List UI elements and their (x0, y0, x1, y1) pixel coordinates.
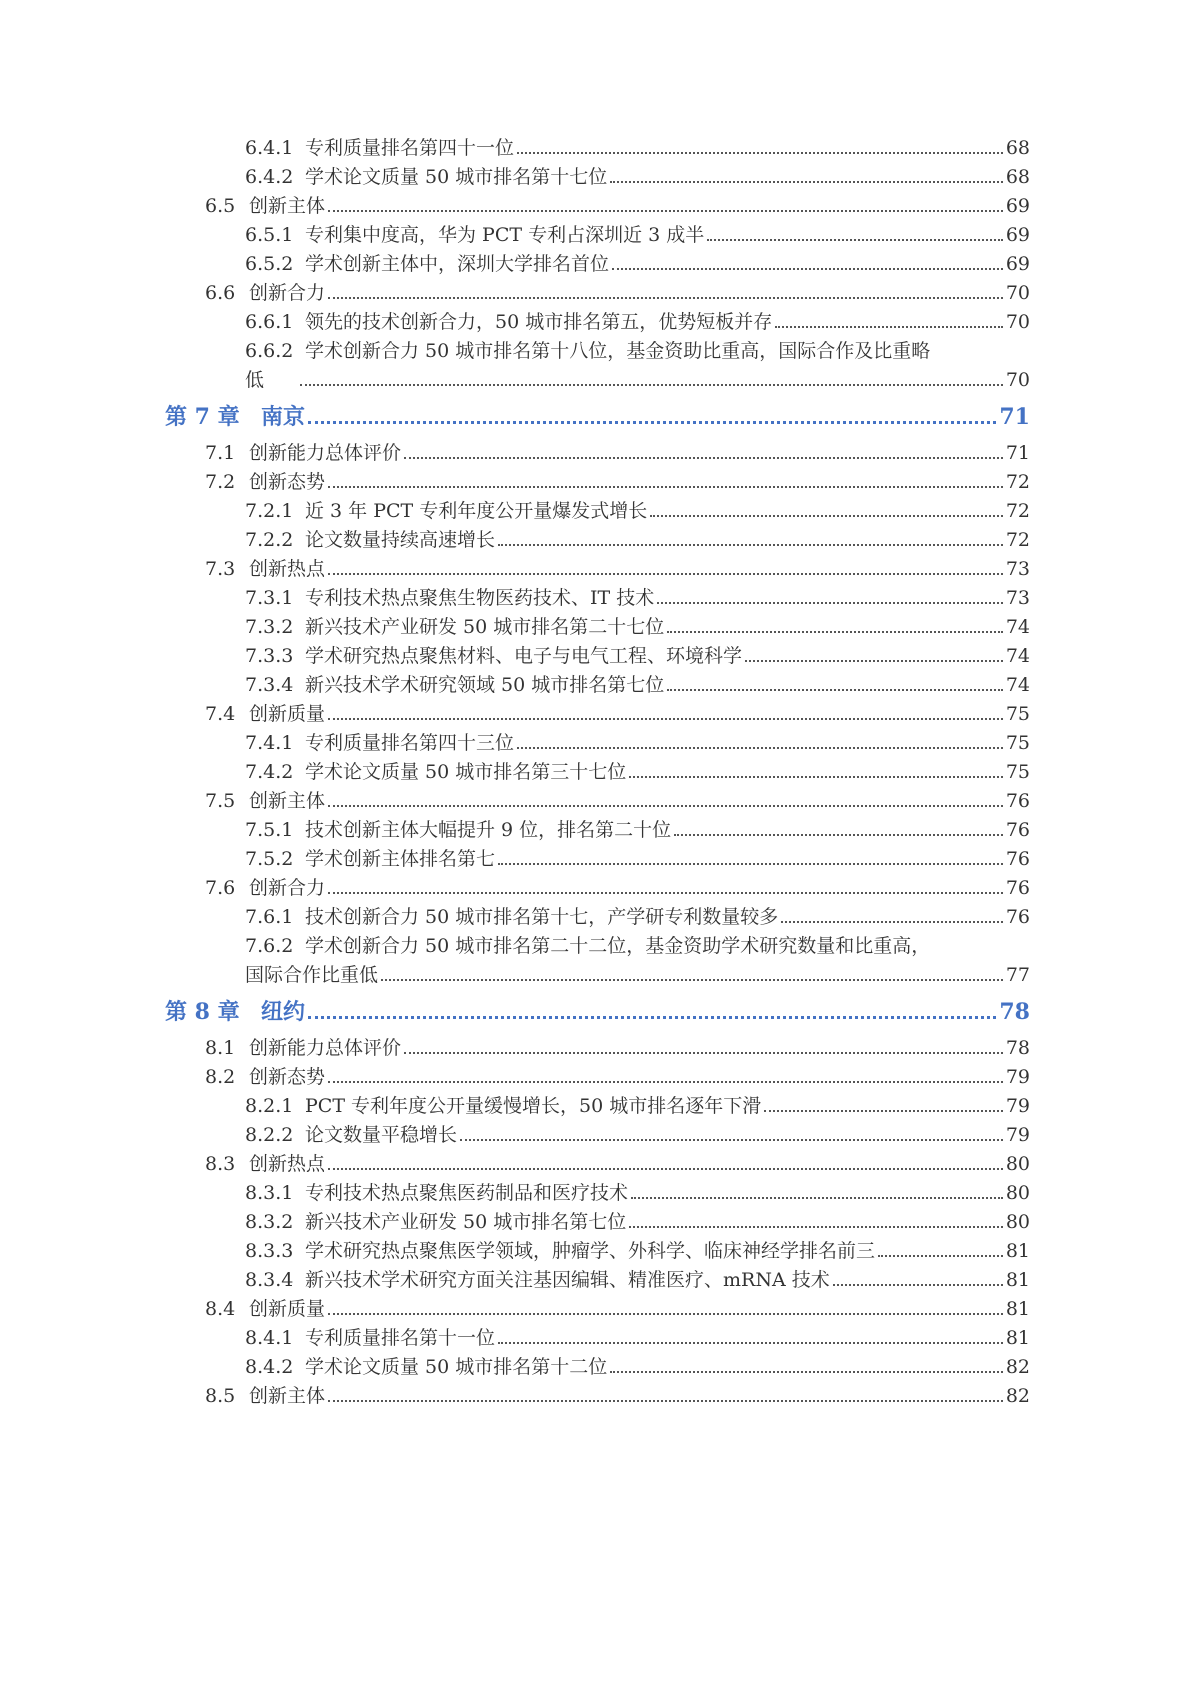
dot-leader (657, 602, 1003, 604)
toc-page-number: 68 (1005, 166, 1030, 188)
toc-number: 7.1 (205, 442, 236, 464)
toc-entry-7-4-1[interactable] (245, 730, 1030, 756)
toc-title: 创新主体 (249, 195, 326, 217)
toc-title: 创新态势 (249, 471, 326, 493)
toc-title: 创新合力 (249, 877, 326, 899)
toc-entry-8-3-3[interactable] (245, 1238, 1030, 1264)
dot-leader (674, 834, 1003, 836)
toc-entry-8-5[interactable] (205, 1383, 1030, 1409)
toc-entry-8-2-1[interactable] (245, 1093, 1030, 1119)
dot-leader (498, 863, 1003, 865)
dot-leader (612, 268, 1003, 270)
dot-leader (328, 718, 1003, 720)
dot-leader (308, 421, 996, 424)
toc-page-number: 80 (1005, 1182, 1030, 1204)
toc-entry-8-3-4[interactable] (245, 1267, 1030, 1293)
toc-title: 新兴技术学术研究领域 50 城市排名第七位 (305, 674, 665, 696)
toc-title: 技术创新主体大幅提升 9 位，排名第二十位 (305, 819, 672, 841)
toc-title: 专利技术热点聚焦医药制品和医疗技术 (305, 1182, 629, 1204)
toc-number: 7.6 (205, 877, 236, 899)
dot-leader (328, 805, 1003, 807)
toc-title: 创新质量 (249, 1298, 326, 1320)
toc-number: 8.3.4 (245, 1269, 294, 1291)
toc-title: 新兴技术学术研究方面关注基因编辑、精准医疗、mRNA 技术 (305, 1269, 830, 1291)
toc-number: 7.5.2 (245, 848, 294, 870)
toc-entry-7-3-1[interactable] (245, 585, 1030, 611)
toc-title: 学术论文质量 50 城市排名第三十七位 (305, 761, 627, 783)
toc-title-continued: 国际合作比重低 (245, 964, 379, 986)
toc-entry-7-4-2[interactable] (245, 759, 1030, 785)
toc-page-number: 81 (1005, 1240, 1030, 1262)
toc-title: 论文数量平稳增长 (305, 1124, 458, 1146)
toc-number: 7.4.2 (245, 761, 294, 783)
toc-title: 学术创新主体排名第七 (305, 848, 496, 870)
dot-leader (498, 1342, 1003, 1344)
dot-leader (328, 1313, 1003, 1315)
dot-leader (707, 239, 1003, 241)
toc-entry-7-6-2-line2[interactable] (245, 962, 1030, 988)
toc-page-number: 79 (1005, 1095, 1030, 1117)
toc-title: 创新能力总体评价 (249, 1037, 402, 1059)
toc-page-number: 82 (1005, 1385, 1030, 1407)
toc-number: 7.6.2 (245, 935, 294, 957)
dot-leader (650, 515, 1003, 517)
toc-page-number: 76 (1005, 848, 1030, 870)
dot-leader (328, 1081, 1003, 1083)
dot-leader (328, 486, 1003, 488)
toc-page-number: 72 (1005, 500, 1030, 522)
toc-title: 学术创新合力 50 城市排名第二十二位，基金资助学术研究数量和比重高， (305, 935, 931, 957)
toc-entry-7-3-3[interactable] (245, 643, 1030, 669)
toc-title: 学术研究热点聚焦医学领域，肿瘤学、外科学、临床神经学排名前三 (305, 1240, 876, 1262)
toc-title: 新兴技术产业研发 50 城市排名第二十七位 (305, 616, 665, 638)
dot-leader (498, 544, 1003, 546)
toc-number: 8.2.1 (245, 1095, 294, 1117)
dot-leader (610, 1371, 1003, 1373)
toc-number: 7.2.2 (245, 529, 294, 551)
toc-entry-8-4[interactable] (205, 1296, 1030, 1322)
toc-title: 论文数量持续高速增长 (305, 529, 496, 551)
toc-page-number: 73 (1005, 587, 1030, 609)
toc-page-number: 70 (1005, 369, 1030, 391)
toc-entry-6-5-1[interactable] (245, 222, 1030, 248)
dot-leader (404, 457, 1003, 459)
toc-number: 6.6 (205, 282, 236, 304)
dot-leader (781, 921, 1003, 923)
toc-chapter-number: 第 8 章 (165, 999, 240, 1025)
toc-page-number: 69 (1005, 195, 1030, 217)
toc-page-number: 81 (1005, 1298, 1030, 1320)
toc-number: 8.4.1 (245, 1327, 294, 1349)
toc-entry-7-3[interactable] (205, 556, 1030, 582)
toc-title: 学术论文质量 50 城市排名第十二位 (305, 1356, 608, 1378)
dot-leader (629, 1226, 1003, 1228)
toc-chapter-7[interactable] (165, 402, 1030, 432)
toc-entry-7-2[interactable] (205, 469, 1030, 495)
toc-entry-7-4[interactable] (205, 701, 1030, 727)
toc-title: 专利质量排名第四十三位 (305, 732, 515, 754)
toc-page-number: 69 (1005, 224, 1030, 246)
toc-chapter-8[interactable] (165, 997, 1030, 1027)
dot-leader (833, 1284, 1003, 1286)
toc-page-number: 76 (1005, 877, 1030, 899)
toc-page-number: 76 (1005, 790, 1030, 812)
toc-title: 创新合力 (249, 282, 326, 304)
toc-page-number: 80 (1005, 1153, 1030, 1175)
toc-number: 7.5.1 (245, 819, 294, 841)
dot-leader (878, 1255, 1003, 1257)
toc-title: 创新热点 (249, 558, 326, 580)
toc-page-number: 81 (1005, 1269, 1030, 1291)
toc-page-number: 77 (1005, 964, 1030, 986)
dot-leader (404, 1052, 1003, 1054)
toc-page-number: 80 (1005, 1211, 1030, 1233)
toc-title: 创新能力总体评价 (249, 442, 402, 464)
toc-title: 学术创新合力 50 城市排名第十八位，基金资助比重高，国际合作及比重略 (305, 340, 931, 362)
toc-title-continued: 低 (245, 369, 265, 391)
dot-leader (764, 1110, 1003, 1112)
toc-number: 8.4 (205, 1298, 236, 1320)
toc-number: 6.6.1 (245, 311, 294, 333)
toc-title: 技术创新合力 50 城市排名第十七，产学研专利数量较多 (305, 906, 779, 928)
toc-number: 8.3 (205, 1153, 236, 1175)
toc-page-number: 73 (1005, 558, 1030, 580)
dot-leader (328, 297, 1003, 299)
toc-number: 7.3.1 (245, 587, 294, 609)
toc-page-number: 78 (999, 999, 1030, 1025)
toc-number: 7.3 (205, 558, 236, 580)
toc-entry-7-6-2-line1[interactable] (245, 933, 930, 959)
toc-title: 创新态势 (249, 1066, 326, 1088)
toc-number: 8.3.1 (245, 1182, 294, 1204)
dot-leader (328, 892, 1003, 894)
toc-title: 专利集中度高，华为 PCT 专利占深圳近 3 成半 (305, 224, 705, 246)
toc-title: 学术创新主体中，深圳大学排名首位 (305, 253, 610, 275)
toc-page-number: 82 (1005, 1356, 1030, 1378)
toc-entry-6-6-2-line2[interactable] (245, 367, 1030, 393)
toc-page-number: 75 (1005, 761, 1030, 783)
dot-leader (631, 1197, 1003, 1199)
toc-entry-7-2-2[interactable] (245, 527, 1030, 553)
dot-leader (381, 979, 1003, 981)
toc-number: 7.3.2 (245, 616, 294, 638)
dot-leader (328, 210, 1003, 212)
toc-entry-7-5-1[interactable] (245, 817, 1030, 843)
toc-number: 8.1 (205, 1037, 236, 1059)
toc-entry-8-4-2[interactable] (245, 1354, 1030, 1380)
toc-page-number: 74 (1005, 674, 1030, 696)
dot-leader (328, 573, 1003, 575)
toc-page-number: 70 (1005, 311, 1030, 333)
toc-page-number: 75 (1005, 732, 1030, 754)
toc-page-number: 68 (1005, 137, 1030, 159)
toc-entry-7-1[interactable] (205, 440, 1030, 466)
toc-entry-6-5-2[interactable] (245, 251, 1030, 277)
toc-entry-8-2-2[interactable] (245, 1122, 1030, 1148)
toc-entry-6-6-2-line1[interactable] (245, 338, 930, 364)
toc-title: 近 3 年 PCT 专利年度公开量爆发式增长 (305, 500, 648, 522)
toc-number: 8.3.3 (245, 1240, 294, 1262)
toc-entry-6-4-2[interactable] (245, 164, 1030, 190)
toc-title: 专利技术热点聚焦生物医药技术、IT 技术 (305, 587, 655, 609)
dot-leader (460, 1139, 1003, 1141)
toc-page-number: 74 (1005, 645, 1030, 667)
toc-number: 7.2 (205, 471, 236, 493)
toc-title: 领先的技术创新合力，50 城市排名第五，优势短板并存 (305, 311, 773, 333)
toc-title: PCT 专利年度公开量缓慢增长，50 城市排名逐年下滑 (305, 1095, 762, 1117)
toc-title: 专利质量排名第十一位 (305, 1327, 496, 1349)
dot-leader (667, 631, 1003, 633)
toc-number: 6.4.1 (245, 137, 294, 159)
toc-number: 7.5 (205, 790, 236, 812)
toc-page-number: 72 (1005, 529, 1030, 551)
toc-title: 创新主体 (249, 790, 326, 812)
toc-entry-7-2-1[interactable] (245, 498, 1030, 524)
toc-entry-8-3-1[interactable] (245, 1180, 1030, 1206)
toc-number: 8.4.2 (245, 1356, 294, 1378)
dot-leader (629, 776, 1003, 778)
toc-chapter-number: 第 7 章 (165, 404, 240, 430)
toc-title: 学术论文质量 50 城市排名第十七位 (305, 166, 608, 188)
toc-page-number: 79 (1005, 1124, 1030, 1146)
dot-leader (517, 747, 1003, 749)
toc-page-number: 78 (1005, 1037, 1030, 1059)
toc-entry-7-5[interactable] (205, 788, 1030, 814)
toc-number: 8.2 (205, 1066, 236, 1088)
toc-number: 7.4.1 (245, 732, 294, 754)
dot-leader (775, 326, 1003, 328)
toc-number: 7.2.1 (245, 500, 294, 522)
toc-number: 6.5.2 (245, 253, 294, 275)
toc-page-number: 69 (1005, 253, 1030, 275)
toc-entry-6-4-1[interactable] (245, 135, 1030, 161)
toc-number: 6.4.2 (245, 166, 294, 188)
toc-title: 新兴技术产业研发 50 城市排名第七位 (305, 1211, 627, 1233)
toc-page-number: 76 (1005, 906, 1030, 928)
dot-leader (745, 660, 1003, 662)
toc-chapter-title: 南京 (261, 404, 306, 430)
toc-number: 7.3.4 (245, 674, 294, 696)
toc-page-number: 71 (999, 404, 1030, 430)
toc-page-number: 79 (1005, 1066, 1030, 1088)
toc-title: 学术研究热点聚焦材料、电子与电气工程、环境科学 (305, 645, 743, 667)
toc-number: 6.6.2 (245, 340, 294, 362)
toc-number: 6.5 (205, 195, 236, 217)
dot-leader (300, 384, 1003, 386)
toc-number: 7.4 (205, 703, 236, 725)
toc-entry-7-6-1[interactable] (245, 904, 1030, 930)
dot-leader (667, 689, 1003, 691)
toc-entry-7-3-2[interactable] (245, 614, 1030, 640)
dot-leader (328, 1400, 1003, 1402)
toc-entry-8-3[interactable] (205, 1151, 1030, 1177)
toc-page-number: 81 (1005, 1327, 1030, 1349)
toc-page-number: 72 (1005, 471, 1030, 493)
toc-title: 创新质量 (249, 703, 326, 725)
toc-title: 专利质量排名第四十一位 (305, 137, 515, 159)
toc-entry-8-3-2[interactable] (245, 1209, 1030, 1235)
toc-entry-7-3-4[interactable] (245, 672, 1030, 698)
toc-page-number: 70 (1005, 282, 1030, 304)
toc-page-number: 76 (1005, 819, 1030, 841)
toc-entry-7-5-2[interactable] (245, 846, 1030, 872)
toc-chapter-title: 纽约 (261, 999, 306, 1025)
toc-page-number: 74 (1005, 616, 1030, 638)
dot-leader (328, 1168, 1003, 1170)
dot-leader (610, 181, 1003, 183)
toc-number: 8.2.2 (245, 1124, 294, 1146)
toc-title: 创新热点 (249, 1153, 326, 1175)
toc-entry-6-5[interactable] (205, 193, 1030, 219)
toc-entry-6-6[interactable] (205, 280, 1030, 306)
toc-number: 8.3.2 (245, 1211, 294, 1233)
toc-title: 创新主体 (249, 1385, 326, 1407)
toc-page-number: 75 (1005, 703, 1030, 725)
toc-entry-8-4-1[interactable] (245, 1325, 1030, 1351)
dot-leader (308, 1016, 996, 1019)
toc-number: 7.3.3 (245, 645, 294, 667)
toc-entry-8-2[interactable] (205, 1064, 1030, 1090)
toc-entry-8-1[interactable] (205, 1035, 1030, 1061)
dot-leader (517, 152, 1003, 154)
toc-number: 8.5 (205, 1385, 236, 1407)
toc-number: 7.6.1 (245, 906, 294, 928)
toc-number: 6.5.1 (245, 224, 294, 246)
toc-entry-7-6[interactable] (205, 875, 1030, 901)
toc-page-number: 71 (1005, 442, 1030, 464)
toc-entry-6-6-1[interactable] (245, 309, 1030, 335)
